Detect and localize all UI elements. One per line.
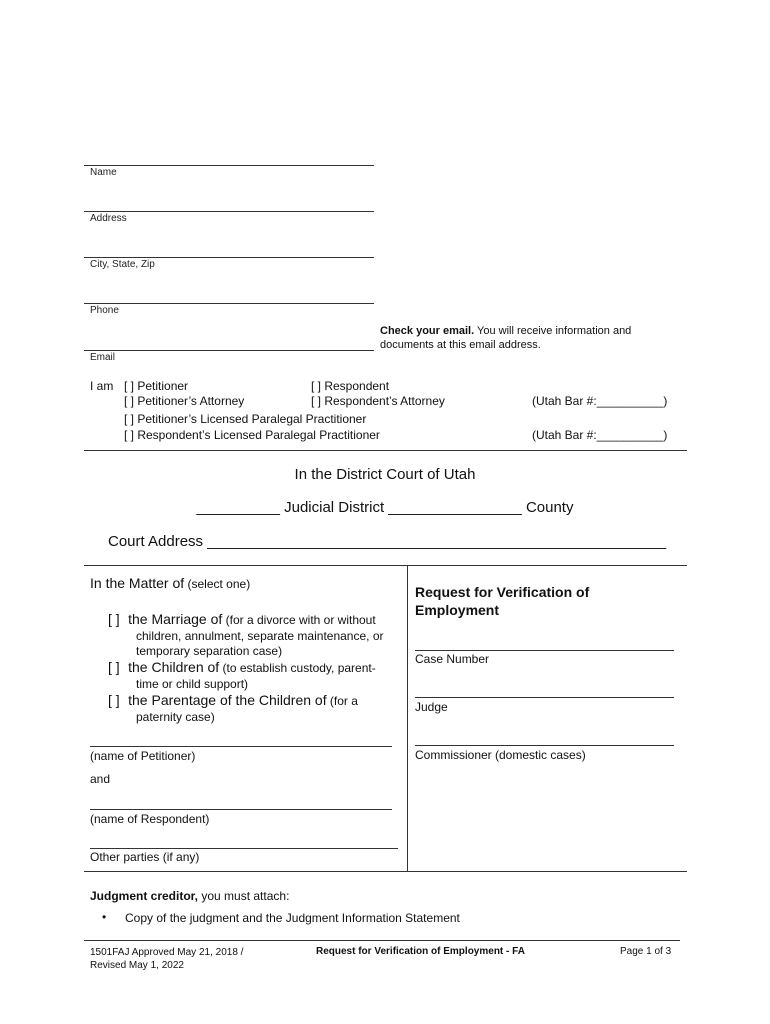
court-address-row: [108, 533, 668, 550]
marriage-checkbox[interactable]: [ ]: [108, 611, 120, 627]
divider-top: [84, 450, 687, 451]
matter-heading-note: (select one): [184, 577, 251, 591]
phone-label: Phone: [90, 305, 119, 316]
marriage-note-3: temporary separation case): [136, 644, 283, 658]
petitioner-name-line[interactable]: [90, 746, 392, 747]
utah-bar-field-2[interactable]: (Utah Bar #:__________): [532, 428, 668, 442]
county-blank[interactable]: ________________: [388, 499, 522, 516]
parentage-checkbox[interactable]: [ ]: [108, 692, 120, 708]
children-main: the Children of: [128, 659, 220, 675]
children-note-1: (to establish custody, parent-: [219, 661, 376, 675]
footer-form-id: [90, 946, 243, 972]
footer-form-id-line2: Revised May 1, 2022: [90, 960, 184, 971]
commissioner-label: Commissioner (domestic cases): [415, 748, 586, 762]
other-parties-label: Other parties (if any): [90, 850, 200, 864]
footer-form-id-line1: 1501FAJ Approved May 21, 2018 /: [90, 947, 244, 958]
petitioner-checkbox[interactable]: [ ] Petitioner: [124, 379, 189, 393]
caption-bottom-border: [84, 871, 687, 872]
name-line[interactable]: [84, 165, 374, 166]
parentage-note-2: paternity case): [136, 710, 215, 724]
email-note: [380, 324, 631, 352]
i-am-label: I am: [90, 379, 114, 393]
email-note-rest: You will receive information and: [474, 325, 632, 337]
caption-top-border: [84, 565, 687, 566]
respondent-attorney-checkbox[interactable]: [ ] Respondent’s Attorney: [311, 394, 445, 408]
children-option[interactable]: [108, 659, 408, 692]
city-state-zip-label: City, State, Zip: [90, 259, 155, 270]
address-line[interactable]: [84, 211, 374, 212]
petitioner-attorney-checkbox[interactable]: [ ] Petitioner’s Attorney: [124, 394, 245, 408]
bullet-icon: •: [102, 910, 107, 924]
marriage-note-1: (for a divorce with or without: [222, 613, 376, 627]
respondent-name-line[interactable]: [90, 809, 392, 810]
creditor-rest: you must attach:: [198, 889, 290, 903]
email-label: Email: [90, 352, 116, 363]
case-number-label: Case Number: [415, 652, 490, 666]
footer-title: Request for Verification of Employment - FA: [316, 946, 525, 957]
children-checkbox[interactable]: [ ]: [108, 659, 120, 675]
document-title-line1: Request for Verification of: [415, 584, 590, 600]
city-state-zip-line[interactable]: [84, 257, 374, 258]
petitioner-name-label: (name of Petitioner): [90, 749, 196, 763]
email-note-bold: Check your email.: [380, 325, 475, 337]
petitioner-paralegal-checkbox[interactable]: [ ] Petitioner’s Licensed Paralegal Practitioner: [124, 412, 367, 426]
document-title: [415, 583, 589, 619]
document-title-line2: Employment: [415, 602, 500, 618]
footer-page-number: Page 1 of 3: [620, 946, 672, 957]
footer-divider: [84, 940, 680, 941]
county-label: County: [521, 499, 574, 516]
utah-bar-field-1[interactable]: (Utah Bar #:__________): [532, 394, 668, 408]
court-address-blank[interactable]: _______________________________________________________: [207, 533, 667, 550]
phone-line[interactable]: [84, 303, 374, 304]
matter-heading: [90, 575, 250, 593]
parentage-note-1: (for a: [326, 694, 358, 708]
commissioner-line[interactable]: [415, 745, 674, 746]
email-line[interactable]: [84, 350, 374, 351]
creditor-instruction: [90, 889, 289, 903]
email-note-line2: documents at this email address.: [380, 339, 541, 351]
judge-label: Judge: [415, 700, 448, 714]
respondent-checkbox[interactable]: [ ] Respondent: [311, 379, 390, 393]
creditor-bold: Judgment creditor,: [90, 889, 199, 903]
address-label: Address: [90, 213, 127, 224]
and-label: and: [90, 772, 111, 786]
respondent-paralegal-checkbox[interactable]: [ ] Respondent’s Licensed Paralegal Practitioner: [124, 428, 380, 442]
attachment-item-1: Copy of the judgment and the Judgment Information Statement: [125, 911, 460, 925]
judge-line[interactable]: [415, 697, 674, 698]
other-parties-line[interactable]: [90, 848, 398, 849]
court-title: In the District Court of Utah: [294, 466, 476, 483]
parentage-option[interactable]: [108, 692, 408, 725]
marriage-note-2: children, annulment, separate maintenance, or: [136, 629, 384, 643]
district-blank[interactable]: __________: [196, 499, 280, 516]
parentage-main: the Parentage of the Children of: [128, 692, 327, 708]
marriage-main: the Marriage of: [128, 611, 223, 627]
district-label: Judicial District: [279, 499, 389, 516]
marriage-option[interactable]: [108, 611, 408, 659]
district-county-row: [0, 499, 770, 516]
court-address-label: Court Address: [108, 533, 208, 550]
case-number-line[interactable]: [415, 650, 674, 651]
respondent-name-label: (name of Respondent): [90, 812, 210, 826]
name-label: Name: [90, 167, 117, 178]
matter-heading-main: In the Matter of: [90, 575, 185, 591]
children-note-2: time or child support): [136, 677, 249, 691]
